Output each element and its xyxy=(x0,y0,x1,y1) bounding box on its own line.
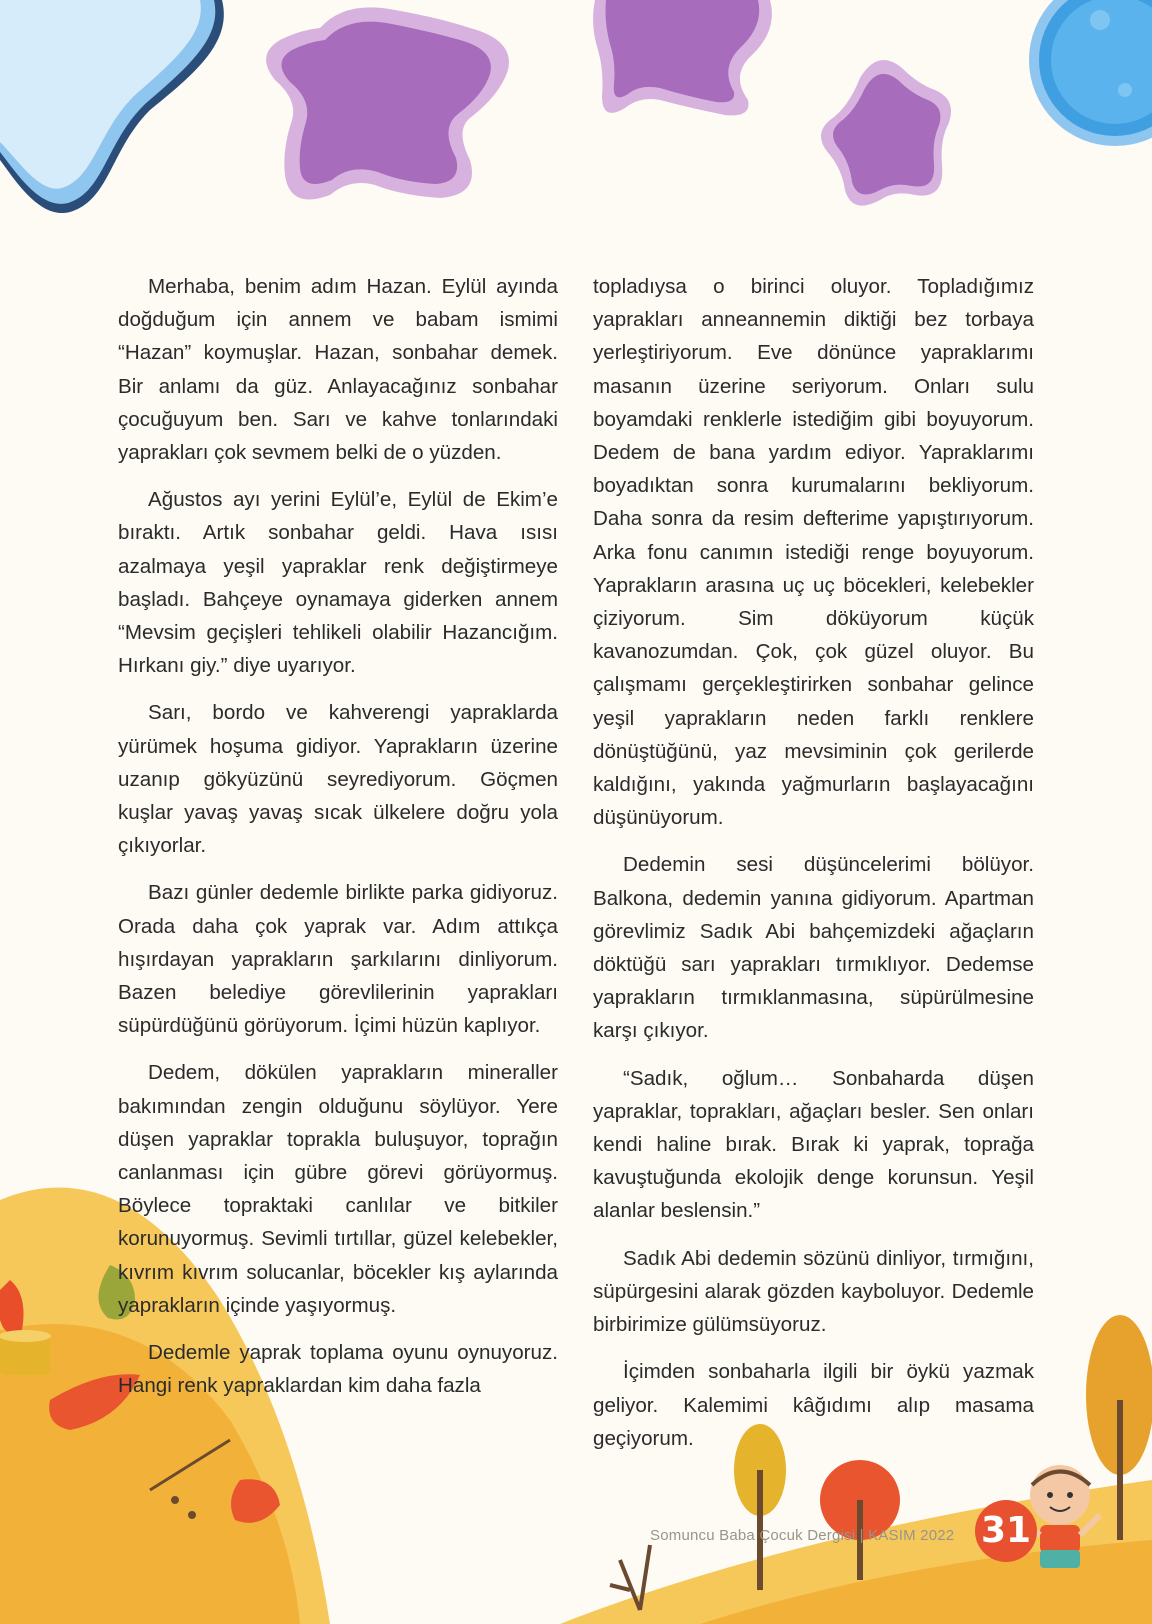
blue-planet-icon xyxy=(1029,0,1152,146)
article-right-column xyxy=(593,270,1034,1469)
paragraph: Merhaba, benim adım Hazan. Eylül ayında doğduğum için annem ve babam ismimi “Hazan” koymuşlar. Hazan, sonbahar demek. Bir anlamı da güz. Anlayacağınız sonbahar çocuğuyum ben. Sarı ve kahve tonlarındaki yaprakları çok sevmem belki de o yüzden. xyxy=(118,275,558,465)
article-left-column xyxy=(118,270,558,1417)
cup-icon xyxy=(0,1330,51,1375)
paragraph: Sarı, bordo ve kahverengi yapraklarda yürümek hoşuma gidiyor. Yaprakların üzerine uzanıp gökyüzünü seyrediyorum. Göçmen kuşlar yavaş yavaş sıcak ülkelere doğru yola çıkıyorlar. xyxy=(118,701,558,858)
paragraph: Bazı günler dedemle birlikte parka gidiyoruz. Orada daha çok yaprak var. Adım attıkça hışırdayan yaprakların şarkılarını dinliyorum. Bazen belediye görevlilerinin yaprakları süpürdüğünü görüyorum. İçimi hüzün kaplıyor. xyxy=(118,881,558,1038)
blue-pool-icon xyxy=(0,0,224,213)
magazine-footer: Somuncu Baba Çocuk Dergisi | KASIM 2022 xyxy=(650,1527,955,1544)
paragraph: Sadık Abi dedemin sözünü dinliyor, tırmığını, süpürgesini alarak gözden kayboluyor. Dedemle birbirimize gülümsüyoruz. xyxy=(593,1246,1034,1337)
paragraph-continuation: topladıysa o birinci oluyor. Topladığımız yaprakları anneannemin diktiği bez torbaya yerleştiriyorum. Eve dönünce yapraklarımı masanın üzerine seriyorum. Onları sulu boyamdaki renklerle istediğim gibi boyuyorum. Dedem de bana yardım ediyor. Yapraklarımı boyadıktan sonra kurumalarını bekliyorum. Daha sonra da resim defterime yapıştırıyorum. Arka fonu canımın istediği renge boyuyorum. Yaprakların arasına uç uç böcekleri, kelebekler çiziyorum. Sim döküyorum küçük kavanozumdan. Çok, çok güzel oluyor. Bu çalışmamı gerçekleştirirken sonbahar gelince yeşil yaprakların neden farklı renklere dönüştüğünü, yaz mevsiminin çok gerilerde kaldığını, yakında yağmurların başlayacağını düşünüyorum. xyxy=(593,275,1034,830)
purple-star-icon xyxy=(266,7,509,199)
paragraph: Ağustos ayı yerini Eylül’e, Eylül de Ekim’e bıraktı. Artık sonbahar geldi. Hava ısısı azalmaya yeşil yapraklar renk değiştirmeye başladı. Bahçeye oynamaya giderken annem “Mevsim geçişleri tehlikeli olabilir Hazancığım. Hırkanı giy.” diye uyarıyor. xyxy=(118,488,558,678)
paragraph: İçimden sonbaharla ilgili bir öykü yazmak geliyor. Kalemimi kâğıdımı alıp masama geçiyorum. xyxy=(593,1360,1034,1450)
paragraph: “Sadık, oğlum… Sonbaharda düşen yapraklar, toprakları, ağaçları besler. Sen onları kendi haline bırak. Bırak ki yaprak, toprağa kavuştuğunda ekolojik denge korunsun. Yeşil alanlar beslensin.” xyxy=(593,1066,1034,1223)
purple-star-icon xyxy=(593,0,772,115)
paragraph: Dedemle yaprak toplama oyunu oynuyoruz. Hangi renk yapraklardan kim daha fazla xyxy=(118,1341,558,1398)
page-number: 31 xyxy=(975,1500,1037,1562)
paragraph: Dedem, dökülen yaprakların mineraller bakımından zengin olduğunu söylüyor. Yere düşen yapraklar toprakla buluşuyor, toprağın canlanması için gübre görevi görüyormuş. Böylece topraktaki canlılar ve bitkiler korunuyormuş. Sevimli tırtıllar, güzel kelebekler, kıvrım kıvrım solucanlar, böcekler kış aylarında yaprakların içinde yaşıyormuş. xyxy=(118,1061,558,1317)
paragraph: Dedemin sesi düşüncelerimi bölüyor. Balkona, dedemin yanına gidiyorum. Apartman görevlimiz Sadık Abi bahçemizdeki ağaçların döktüğü sarı yaprakları tırmıklıyor. Dedemse yaprakların tırmıklanmasına, süpürülmesine karşı çıkıyor. xyxy=(593,853,1034,1043)
purple-star-icon xyxy=(821,60,951,206)
